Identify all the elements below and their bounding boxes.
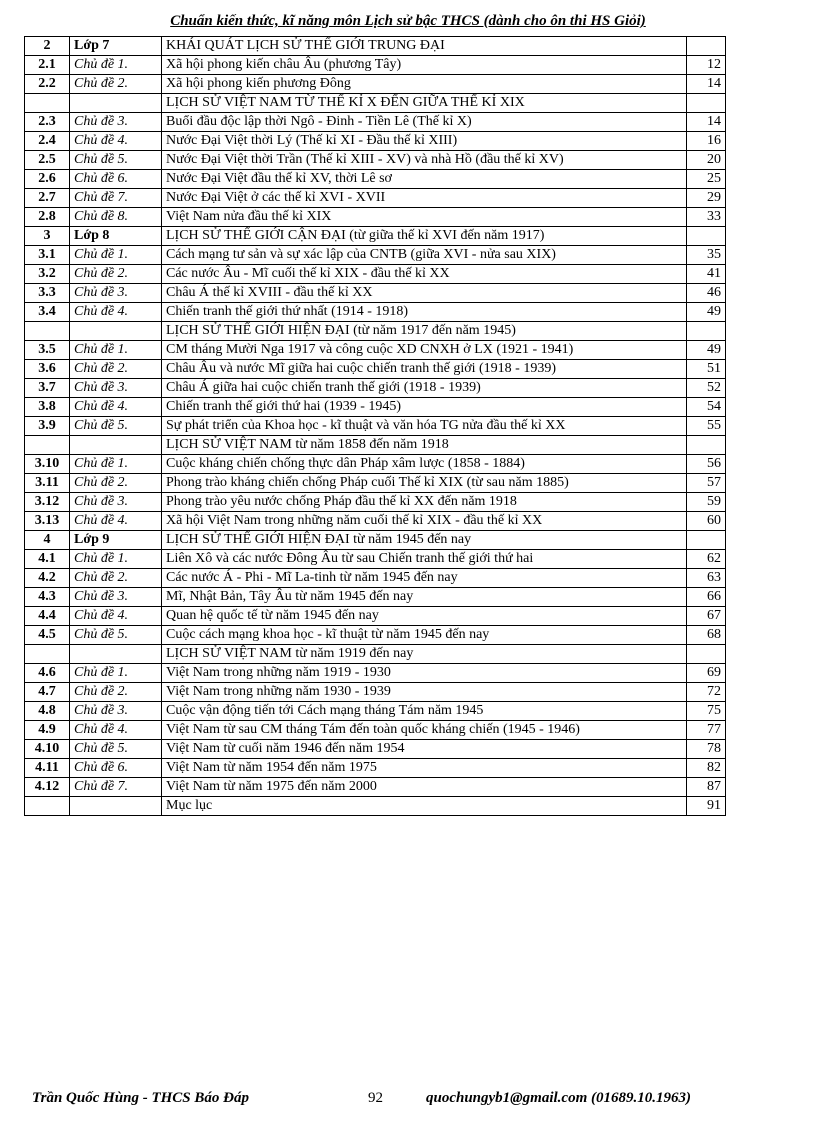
row-label: Lớp 8 xyxy=(70,227,162,246)
row-page: 25 xyxy=(687,170,726,189)
table-row xyxy=(25,531,726,550)
row-label xyxy=(70,94,162,113)
row-label: Chủ đề 2. xyxy=(70,265,162,284)
row-title: Mục lục xyxy=(162,797,687,816)
row-page: 56 xyxy=(687,455,726,474)
row-number: 4.5 xyxy=(25,626,70,645)
table-row xyxy=(25,322,726,341)
table-row xyxy=(25,664,726,683)
row-label: Chủ đề 7. xyxy=(70,189,162,208)
row-number: 3.8 xyxy=(25,398,70,417)
table-row xyxy=(25,303,726,322)
row-page: 41 xyxy=(687,265,726,284)
table-row xyxy=(25,398,726,417)
row-title: Châu Âu và nước Mĩ giữa hai cuộc chiến tranh thế giới (1918 - 1939) xyxy=(162,360,687,379)
row-title: LỊCH SỬ VIỆT NAM từ năm 1919 đến nay xyxy=(162,645,687,664)
row-page xyxy=(687,322,726,341)
row-label: Chủ đề 3. xyxy=(70,702,162,721)
row-title: LỊCH SỬ VIỆT NAM từ năm 1858 đến năm 1918 xyxy=(162,436,687,455)
row-label xyxy=(70,645,162,664)
row-title: Quan hệ quốc tế từ năm 1945 đến nay xyxy=(162,607,687,626)
row-title: Việt Nam nửa đầu thế kỉ XIX xyxy=(162,208,687,227)
row-label: Chủ đề 2. xyxy=(70,360,162,379)
row-label: Chủ đề 4. xyxy=(70,607,162,626)
row-number: 4.11 xyxy=(25,759,70,778)
table-of-contents xyxy=(24,36,726,816)
row-label: Chủ đề 3. xyxy=(70,588,162,607)
table-row xyxy=(25,341,726,360)
row-page: 91 xyxy=(687,797,726,816)
table-row xyxy=(25,379,726,398)
row-title: Nước Đại Việt đầu thế kỉ XV, thời Lê sơ xyxy=(162,170,687,189)
row-title: Phong trào kháng chiến chống Pháp cuối Thế kỉ XIX (từ sau năm 1885) xyxy=(162,474,687,493)
table-row xyxy=(25,246,726,265)
row-number: 3.9 xyxy=(25,417,70,436)
row-title: Việt Nam từ cuối năm 1946 đến năm 1954 xyxy=(162,740,687,759)
row-title: Xã hội Việt Nam trong những năm cuối thế kỉ XIX - đầu thế kỉ XX xyxy=(162,512,687,531)
row-number: 3.12 xyxy=(25,493,70,512)
row-label: Lớp 9 xyxy=(70,531,162,550)
row-label: Chủ đề 2. xyxy=(70,683,162,702)
row-page: 51 xyxy=(687,360,726,379)
row-page: 82 xyxy=(687,759,726,778)
row-page: 54 xyxy=(687,398,726,417)
row-page: 52 xyxy=(687,379,726,398)
row-label: Chủ đề 1. xyxy=(70,550,162,569)
row-number: 3.10 xyxy=(25,455,70,474)
row-number: 4.4 xyxy=(25,607,70,626)
table-row xyxy=(25,740,726,759)
table-row xyxy=(25,94,726,113)
row-title: Cách mạng tư sản và sự xác lập của CNTB (giữa XVI - nửa sau XIX) xyxy=(162,246,687,265)
row-label: Chủ đề 1. xyxy=(70,341,162,360)
row-number: 3.3 xyxy=(25,284,70,303)
row-number: 4.6 xyxy=(25,664,70,683)
row-number xyxy=(25,322,70,341)
row-title: KHÁI QUÁT LỊCH SỬ THẾ GIỚI TRUNG ĐẠI xyxy=(162,37,687,56)
row-page: 14 xyxy=(687,113,726,132)
row-label: Chủ đề 5. xyxy=(70,626,162,645)
row-number: 4.3 xyxy=(25,588,70,607)
row-page: 14 xyxy=(687,75,726,94)
row-label: Chủ đề 7. xyxy=(70,778,162,797)
row-page xyxy=(687,436,726,455)
row-label: Chủ đề 3. xyxy=(70,379,162,398)
row-page: 59 xyxy=(687,493,726,512)
row-page: 49 xyxy=(687,303,726,322)
page-header: Chuẩn kiến thức, kĩ năng môn Lịch sử bậc THCS (dành cho ôn thi HS Giỏi) xyxy=(170,13,646,29)
row-label: Chủ đề 2. xyxy=(70,474,162,493)
row-title: Xã hội phong kiến phương Đông xyxy=(162,75,687,94)
row-title: Liên Xô và các nước Đông Âu từ sau Chiến tranh thế giới thứ hai xyxy=(162,550,687,569)
row-title: Việt Nam từ sau CM tháng Tám đến toàn quốc kháng chiến (1945 - 1946) xyxy=(162,721,687,740)
row-title: Chiến tranh thế giới thứ nhất (1914 - 1918) xyxy=(162,303,687,322)
row-label xyxy=(70,797,162,816)
row-number xyxy=(25,797,70,816)
row-page: 72 xyxy=(687,683,726,702)
table-row xyxy=(25,265,726,284)
row-page: 66 xyxy=(687,588,726,607)
row-number: 3 xyxy=(25,227,70,246)
row-page xyxy=(687,227,726,246)
row-page: 67 xyxy=(687,607,726,626)
row-page: 29 xyxy=(687,189,726,208)
row-label: Chủ đề 8. xyxy=(70,208,162,227)
row-number: 2.1 xyxy=(25,56,70,75)
row-label: Chủ đề 3. xyxy=(70,493,162,512)
row-number: 2.6 xyxy=(25,170,70,189)
row-page: 69 xyxy=(687,664,726,683)
row-number: 2 xyxy=(25,37,70,56)
row-page: 57 xyxy=(687,474,726,493)
row-title: Việt Nam trong những năm 1930 - 1939 xyxy=(162,683,687,702)
row-label: Chủ đề 3. xyxy=(70,113,162,132)
row-label: Chủ đề 6. xyxy=(70,170,162,189)
row-page: 77 xyxy=(687,721,726,740)
row-label: Chủ đề 6. xyxy=(70,759,162,778)
table-row xyxy=(25,778,726,797)
row-label: Chủ đề 1. xyxy=(70,56,162,75)
table-row xyxy=(25,37,726,56)
row-title: Xã hội phong kiến châu Âu (phương Tây) xyxy=(162,56,687,75)
table-row xyxy=(25,151,726,170)
table-row xyxy=(25,113,726,132)
row-number: 3.2 xyxy=(25,265,70,284)
row-page: 35 xyxy=(687,246,726,265)
row-label: Chủ đề 2. xyxy=(70,75,162,94)
row-title: Các nước Âu - Mĩ cuối thế kỉ XIX - đầu thế kỉ XX xyxy=(162,265,687,284)
row-page: 63 xyxy=(687,569,726,588)
row-label: Chủ đề 1. xyxy=(70,664,162,683)
row-label: Chủ đề 5. xyxy=(70,417,162,436)
row-label: Chủ đề 4. xyxy=(70,303,162,322)
row-title: Buổi đầu độc lập thời Ngô - Đinh - Tiền Lê (Thế kỉ X) xyxy=(162,113,687,132)
row-number: 3.13 xyxy=(25,512,70,531)
row-number: 4.8 xyxy=(25,702,70,721)
row-label xyxy=(70,322,162,341)
table-row xyxy=(25,550,726,569)
table-row xyxy=(25,360,726,379)
table-row xyxy=(25,626,726,645)
row-number: 3.11 xyxy=(25,474,70,493)
row-title: Việt Nam từ năm 1954 đến năm 1975 xyxy=(162,759,687,778)
row-title: Sự phát triển của Khoa học - kĩ thuật và văn hóa TG nửa đầu thế kỉ XX xyxy=(162,417,687,436)
table-row xyxy=(25,417,726,436)
row-number xyxy=(25,645,70,664)
row-label: Chủ đề 1. xyxy=(70,246,162,265)
row-page xyxy=(687,645,726,664)
row-label: Chủ đề 5. xyxy=(70,151,162,170)
row-page: 49 xyxy=(687,341,726,360)
table-row xyxy=(25,474,726,493)
row-title: Cuộc vận động tiến tới Cách mạng tháng Tám năm 1945 xyxy=(162,702,687,721)
row-page: 62 xyxy=(687,550,726,569)
row-title: Nước Đại Việt thời Trần (Thế kỉ XIII - XV) và nhà Hồ (đầu thế kỉ XV) xyxy=(162,151,687,170)
row-number: 4.12 xyxy=(25,778,70,797)
row-title: Phong trào yêu nước chống Pháp đầu thế kỉ XX đến năm 1918 xyxy=(162,493,687,512)
row-title: Mĩ, Nhật Bản, Tây Âu từ năm 1945 đến nay xyxy=(162,588,687,607)
table-row xyxy=(25,170,726,189)
row-title: Nước Đại Việt thời Lý (Thế kỉ XI - Đầu thế kỉ XIII) xyxy=(162,132,687,151)
table-row xyxy=(25,588,726,607)
footer-contact: quochungyb1@gmail.com (01689.10.1963) xyxy=(426,1090,691,1106)
row-title: CM tháng Mười Nga 1917 và công cuộc XD CNXH ở LX (1921 - 1941) xyxy=(162,341,687,360)
table-row xyxy=(25,227,726,246)
table-row xyxy=(25,455,726,474)
table-row xyxy=(25,436,726,455)
row-number: 4.1 xyxy=(25,550,70,569)
row-page: 33 xyxy=(687,208,726,227)
row-page xyxy=(687,37,726,56)
row-number: 4.2 xyxy=(25,569,70,588)
row-label: Chủ đề 1. xyxy=(70,455,162,474)
row-page: 68 xyxy=(687,626,726,645)
footer-page-number: 92 xyxy=(368,1090,383,1106)
row-title: LỊCH SỬ THẾ GIỚI CẬN ĐẠI (từ giữa thế kỉ XVI đến năm 1917) xyxy=(162,227,687,246)
row-number: 3.1 xyxy=(25,246,70,265)
row-number: 3.6 xyxy=(25,360,70,379)
table-row xyxy=(25,569,726,588)
row-page: 20 xyxy=(687,151,726,170)
row-title: Cuộc cách mạng khoa học - kĩ thuật từ năm 1945 đến nay xyxy=(162,626,687,645)
row-number: 4 xyxy=(25,531,70,550)
footer-author: Trần Quốc Hùng - THCS Báo Đáp xyxy=(32,1090,249,1106)
table-row xyxy=(25,759,726,778)
row-number xyxy=(25,94,70,113)
row-label: Chủ đề 4. xyxy=(70,721,162,740)
row-title: Việt Nam trong những năm 1919 - 1930 xyxy=(162,664,687,683)
row-label: Chủ đề 4. xyxy=(70,512,162,531)
table-row xyxy=(25,75,726,94)
table-row xyxy=(25,683,726,702)
row-title: Cuộc kháng chiến chống thực dân Pháp xâm lược (1858 - 1884) xyxy=(162,455,687,474)
row-number: 4.9 xyxy=(25,721,70,740)
row-page: 12 xyxy=(687,56,726,75)
row-label: Chủ đề 5. xyxy=(70,740,162,759)
row-page: 78 xyxy=(687,740,726,759)
row-title: Chiến tranh thế giới thứ hai (1939 - 1945) xyxy=(162,398,687,417)
row-page xyxy=(687,531,726,550)
row-title: Nước Đại Việt ở các thế kỉ XVI - XVII xyxy=(162,189,687,208)
row-number: 2.8 xyxy=(25,208,70,227)
row-page xyxy=(687,94,726,113)
row-number: 4.7 xyxy=(25,683,70,702)
table-row xyxy=(25,797,726,816)
table-row xyxy=(25,493,726,512)
table-row xyxy=(25,512,726,531)
row-page: 55 xyxy=(687,417,726,436)
row-label: Chủ đề 4. xyxy=(70,398,162,417)
table-row xyxy=(25,721,726,740)
row-number: 4.10 xyxy=(25,740,70,759)
row-title: Các nước Á - Phi - Mĩ La-tinh từ năm 1945 đến nay xyxy=(162,569,687,588)
row-title: Châu Á giữa hai cuộc chiến tranh thế giới (1918 - 1939) xyxy=(162,379,687,398)
row-label xyxy=(70,436,162,455)
row-number: 2.2 xyxy=(25,75,70,94)
row-number: 2.3 xyxy=(25,113,70,132)
row-title: Châu Á thế kỉ XVIII - đầu thế kỉ XX xyxy=(162,284,687,303)
row-label: Chủ đề 4. xyxy=(70,132,162,151)
row-page: 87 xyxy=(687,778,726,797)
row-label: Lớp 7 xyxy=(70,37,162,56)
row-number: 2.4 xyxy=(25,132,70,151)
row-label: Chủ đề 2. xyxy=(70,569,162,588)
toc-body xyxy=(25,37,726,816)
table-row xyxy=(25,284,726,303)
row-number: 2.7 xyxy=(25,189,70,208)
row-title: LỊCH SỬ THẾ GIỚI HIỆN ĐẠI (từ năm 1917 đến năm 1945) xyxy=(162,322,687,341)
row-label: Chủ đề 3. xyxy=(70,284,162,303)
row-number: 3.4 xyxy=(25,303,70,322)
row-number: 3.7 xyxy=(25,379,70,398)
row-title: Việt Nam từ năm 1975 đến năm 2000 xyxy=(162,778,687,797)
row-page: 75 xyxy=(687,702,726,721)
table-row xyxy=(25,208,726,227)
row-page: 60 xyxy=(687,512,726,531)
row-number xyxy=(25,436,70,455)
table-row xyxy=(25,645,726,664)
row-page: 16 xyxy=(687,132,726,151)
table-row xyxy=(25,132,726,151)
table-row xyxy=(25,607,726,626)
table-row xyxy=(25,56,726,75)
row-title: LỊCH SỬ THẾ GIỚI HIỆN ĐẠI từ năm 1945 đến nay xyxy=(162,531,687,550)
table-row xyxy=(25,189,726,208)
table-row xyxy=(25,702,726,721)
row-page: 46 xyxy=(687,284,726,303)
row-number: 2.5 xyxy=(25,151,70,170)
row-title: LỊCH SỬ VIỆT NAM TỪ THẾ KỈ X ĐẾN GIỮA THẾ KỈ XIX xyxy=(162,94,687,113)
row-number: 3.5 xyxy=(25,341,70,360)
